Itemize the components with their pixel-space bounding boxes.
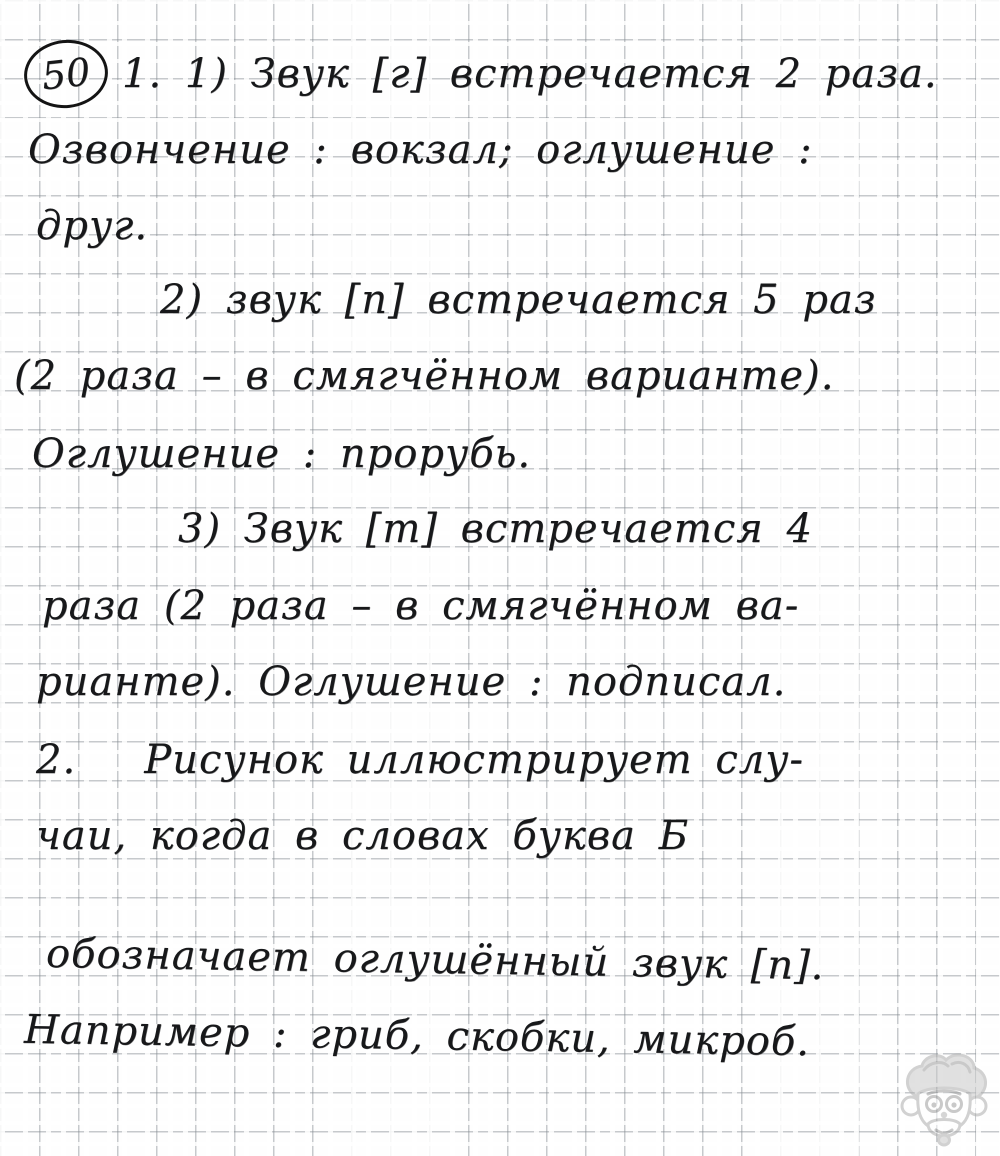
handwritten-line: 1. 1) Звук [г] встречается 2 раза. (122, 51, 938, 97)
handwritten-line: чаи, когда в словах буква Б (36, 813, 690, 859)
handwritten-line: 2) звук [п] встречается 5 раз (160, 277, 877, 323)
monkey-logo-icon (894, 1050, 994, 1154)
handwritten-line: (2 раза – в смягчённом варианте). (14, 353, 835, 399)
handwritten-line: Озвончение : вокзал; оглушение : (28, 127, 813, 173)
exercise-number-circled: 50 (21, 36, 112, 112)
handwritten-line: Оглушение : прорубь. (32, 431, 532, 477)
handwritten-line: Например : гриб, скобки, микроб. (23, 1006, 811, 1066)
handwritten-line: 2. Рисунок иллюстрирует слу- (36, 737, 804, 783)
handwritten-line: друг. (36, 203, 149, 249)
handwritten-line: обозначает оглушённый звук [п]. (45, 930, 825, 990)
handwritten-line: 3) Звук [т] встречается 4 (178, 506, 813, 552)
handwritten-line: раза (2 раза – в смягчённом ва- (42, 583, 800, 629)
handwritten-line: рианте). Оглушение : подписал. (36, 659, 787, 705)
